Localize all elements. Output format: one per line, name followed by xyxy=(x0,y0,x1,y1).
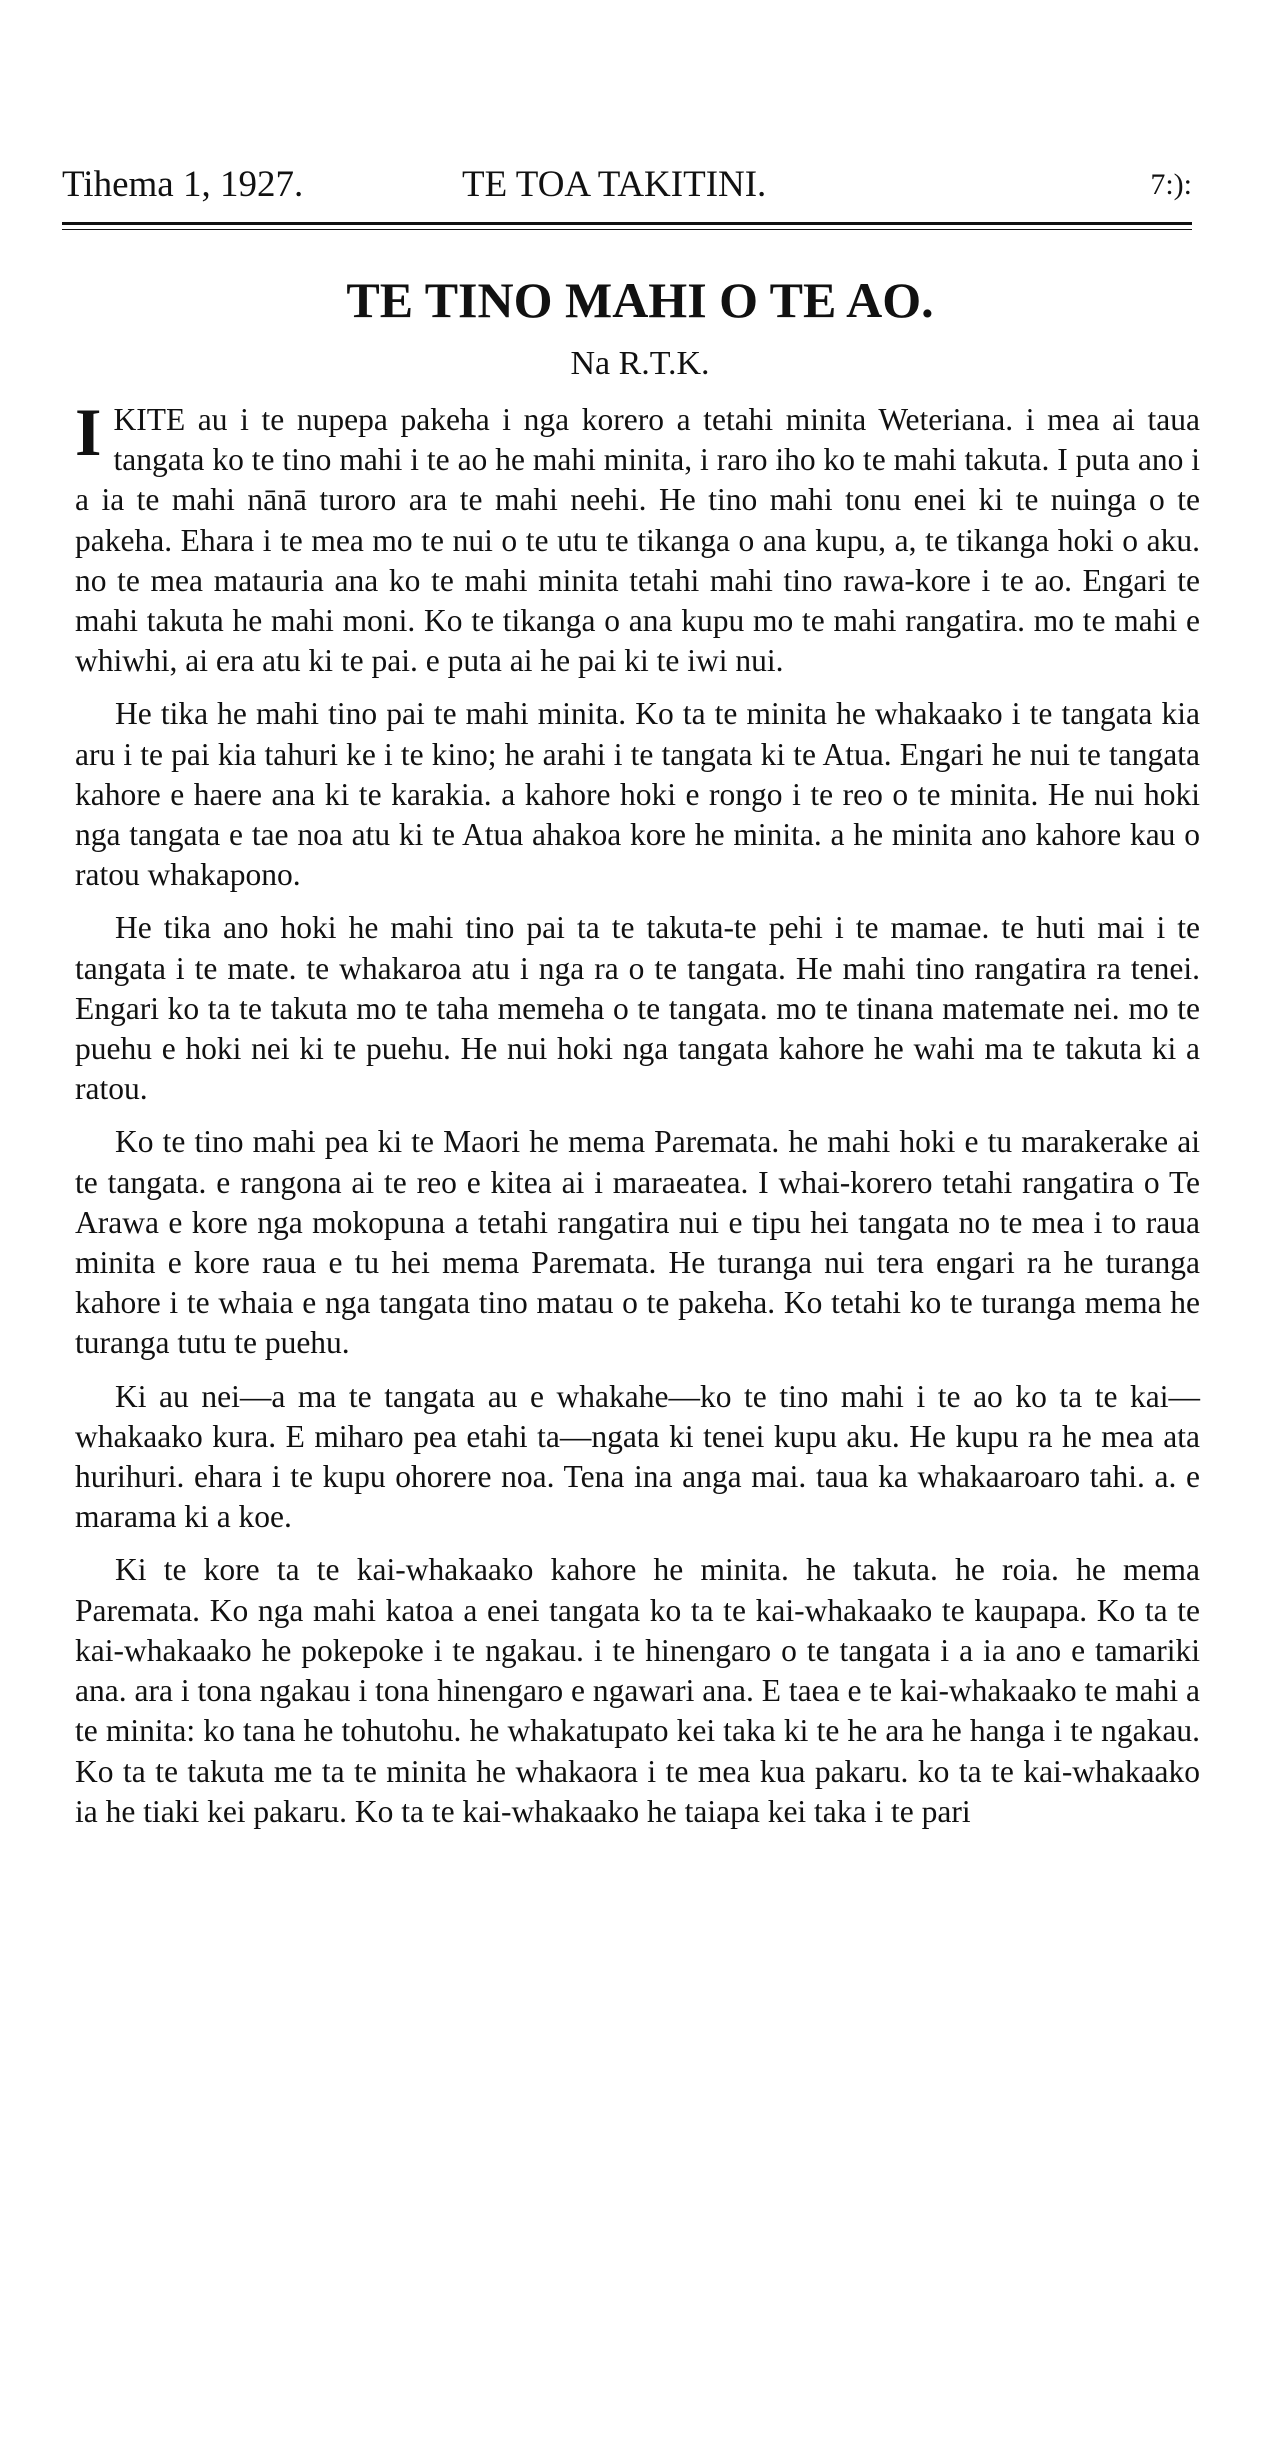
article-byline: Na R.T.K. xyxy=(570,345,710,382)
paragraph-5: Ki au nei—a ma te tangata au e whakahe—ko te tino mahi i te ao ko ta te kai—whakaako kura. E miharo pea etahi ta—ngata ki tenei kupu aku. He kupu ra he mea ata hurihuri. ehara i te kupu ohorere noa. Tena ina anga mai. taua ka whakaaroaro tahi. a. e marama ki a koe. xyxy=(75,1378,1200,1535)
issue-date: Tihema 1, 1927. xyxy=(62,164,304,205)
article-body xyxy=(75,394,1200,1845)
paragraph-4: Ko te tino mahi pea ki te Maori he mema Paremata. he mahi hoki e tu marakerake ai te tangata. e rangona ai te reo e kitea ai i maraeatea. I whai-korero tetahi rangatira o Te Arawa e kore nga mokopuna a tetahi rangatira nui e tipu hei tangata no te mea i to raua minita e kore raua e tu hei mema Paremata. He turanga nui tera engari ra he turanga kahore i te whaia e nga tangata tino matau o te pakeha. Ko tetahi ko te turanga mema he turanga tutu te puehu. xyxy=(75,1124,1200,1361)
paragraph-1-text: KITE au i te nupepa pakeha i nga korero a tetahi minita Weteriana. i mea ai taua tangata ko te tino mahi i te ao he mahi minita, i raro iho ko te mahi takuta. I puta ano i a ia te mahi nānā turoro ara te mahi neehi. He tino mahi tonu enei ki te nuinga o te pakeha. Ehara i te mea mo te nui o te utu te tikanga o ana kupu, a, te tikanga hoki o aku. no te mea matauria ana ko te mahi minita tetahi mahi tino rawa-kore i te ao. Engari te mahi takuta he mahi moni. Ko te tikanga o ana kupu mo te mahi rangatira. mo te mahi e whiwhi, ai era atu ki te pai. e puta ai he pai ki te iwi nui. xyxy=(75,402,1200,679)
page-number: 7:): xyxy=(1150,168,1192,201)
paragraph-3: He tika ano hoki he mahi tino pai ta te takuta-te pehi i te mamae. te huti mai i te tangata i te mate. te whakaroa atu i nga ra o te tangata. He mahi tino rangatira ra tenei. Engari ko ta te takuta mo te taha memeha o te tangata. mo te tinana matemate nei. mo te puehu e hoki nei ki te puehu. He nui hoki nga tangata kahore he wahi ma te takuta ki a ratou. xyxy=(75,910,1200,1107)
paragraph-6: Ki te kore ta te kai-whakaako kahore he minita. he takuta. he roia. he mema Paremata. Ko nga mahi katoa a enei tangata ko ta te kai-whakaako te kaupapa. Ko ta te kai-whakaako he pokepoke i te ngakau. i te hinengaro o te tangata i a ia ano e tamariki ana. ara i tona ngakau i tona hinengaro e ngawari ana. E taea e te kai-whakaako te mahi a te minita: ko tana he tohutohu. he whakatupato kei taka ki te he ara he hanga i te ngakau. Ko ta te takuta me ta te minita he whakaora i te mea kua pakaru. ko ta te kai-whakaako ia he tiaki kei pakaru. Ko ta te kai-whakaako he taiapa kei taka i te pari xyxy=(75,1552,1200,1829)
article-title: TE TINO MAHI O TE AO. xyxy=(346,272,934,328)
drop-cap: I xyxy=(75,394,102,470)
paragraph-2: He tika he mahi tino pai te mahi minita. Ko ta te minita he whakaako i te tangata kia aru i te pai kia tahuri ke i te kino; he arahi i te tangata ki te Atua. Engari he nui te tangata kahore e haere ana ki te karakia. a kahore hoki e rongo i te reo o te minita. He nui hoki nga tangata e tae noa atu ki te Atua ahakoa kore he minita. a he minita ano kahore kau o ratou whakapono. xyxy=(75,696,1200,893)
publication-name: TE TOA TAKITINI. xyxy=(462,164,767,205)
running-header xyxy=(62,160,1192,210)
paragraph-1 xyxy=(75,394,1200,681)
header-rule-thin xyxy=(62,229,1192,230)
header-rule-thick xyxy=(62,222,1192,225)
